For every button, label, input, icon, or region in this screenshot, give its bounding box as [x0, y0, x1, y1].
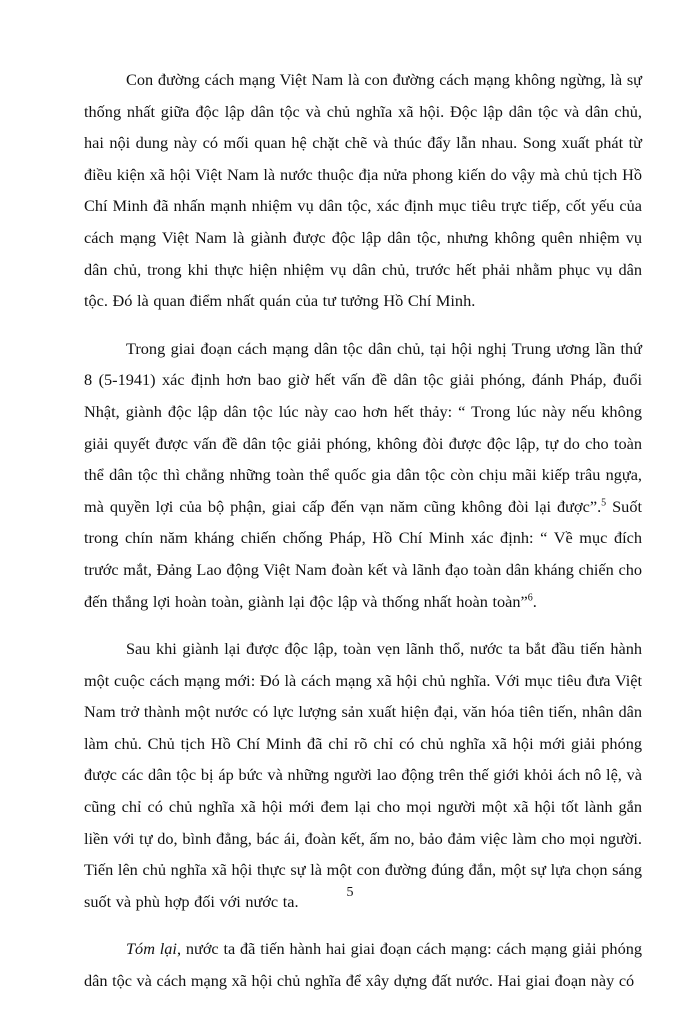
paragraph-3: [84, 633, 642, 917]
document-body: [84, 64, 642, 1013]
footnote-ref-6[interactable]: 6: [527, 592, 533, 604]
footnote-ref-5[interactable]: 5: [601, 497, 607, 509]
paragraph-2: [84, 333, 642, 617]
paragraph-1-text: Con đường cách mạng Việt Nam là con đường cách mạng không ngừng, là sự thống nhất giữa độc lập dân tộc và chủ nghĩa xã hội. Độc lập dân tộc và dân chủ, hai nội dung này có mối quan hệ chặt chẽ và thúc đẩy lẫn nhau. Song xuất phát từ điều kiện xã hội Việt Nam là nước thuộc địa nửa phong kiến do vậy mà chủ tịch Hồ Chí Minh đã nhấn mạnh nhiệm vụ dân tộc, xác định mục tiêu trực tiếp, cốt yếu của cách mạng Việt Nam là giành được độc lập dân tộc, nhưng không quên nhiệm vụ dân chủ, trong khi thực hiện nhiệm vụ dân chủ, trước hết phải nhằm phục vụ dân tộc. Đó là quan điểm nhất quán của tư tưởng Hồ Chí Minh.: [84, 70, 642, 311]
paragraph-3-text: Sau khi giành lại được độc lập, toàn vẹn lãnh thổ, nước ta bắt đầu tiến hành một cuộc cách mạng mới: Đó là cách mạng xã hội chủ nghĩa. Với mục tiêu đưa Việt Nam trở thành một nước có lực lượng sản xuất hiện đại, văn hóa tiên tiến, nhân dân làm chủ. Chủ tịch Hồ Chí Minh đã chỉ rõ chỉ có chủ nghĩa xã hội mới giải phóng được các dân tộc bị áp bức và những người lao động trên thế giới khỏi ách nô lệ, và cũng chỉ có chủ nghĩa xã hội mới đem lại cho mọi người một xã hội tốt lành gắn liền với tự do, bình đẳng, bác ái, đoàn kết, ấm no, bảo đảm việc làm cho mọi người. Tiến lên chủ nghĩa xã hội thực sự là một con đường đúng đắn, một sự lựa chọn sáng suốt và phù hợp đối với nước ta.: [84, 639, 642, 911]
paragraph-4: [84, 933, 642, 996]
paragraph-2-text: Trong giai đoạn cách mạng dân tộc dân chủ, tại hội nghị Trung ương lần thứ 8 (5-1941) xác định hơn bao giờ hết vấn đề dân tộc giải phóng, đánh Pháp, đuổi Nhật, giành độc lập dân tộc lúc này cao hơn hết thảy: “ Trong lúc này nếu không giải quyết được vấn đề dân tộc giải phóng, không đòi được độc lập, tự do cho toàn thể dân tộc thì chẳng những toàn thể quốc gia dân tộc còn chịu mãi kiếp trâu ngựa, mà quyền lợi của bộ phận, giai cấp đến vạn năm cũng không đòi lại được”.: [84, 338, 642, 516]
paragraph-1: [84, 64, 642, 317]
paragraph-2-end: .: [532, 591, 537, 611]
paragraph-2-text-cont: Suốt trong chín năm kháng chiến chống Pháp, Hồ Chí Minh xác định: “ Về mục đích trước mắt, Đảng Lao động Việt Nam đoàn kết và lãnh đạo toàn dân kháng chiến cho đến thắng lợi hoàn toàn, giành lại độc lập và thống nhất hoàn toàn”: [84, 496, 642, 611]
paragraph-4-italic-lead: Tóm lại: [126, 939, 177, 959]
page-number: 5: [346, 885, 354, 900]
paragraph-4-text: , nước ta đã tiến hành hai giai đoạn cách mạng: cách mạng giải phóng dân tộc và cách mạng xã hội chủ nghĩa để xây dựng đất nước. Hai giai đoạn này có: [84, 939, 642, 991]
